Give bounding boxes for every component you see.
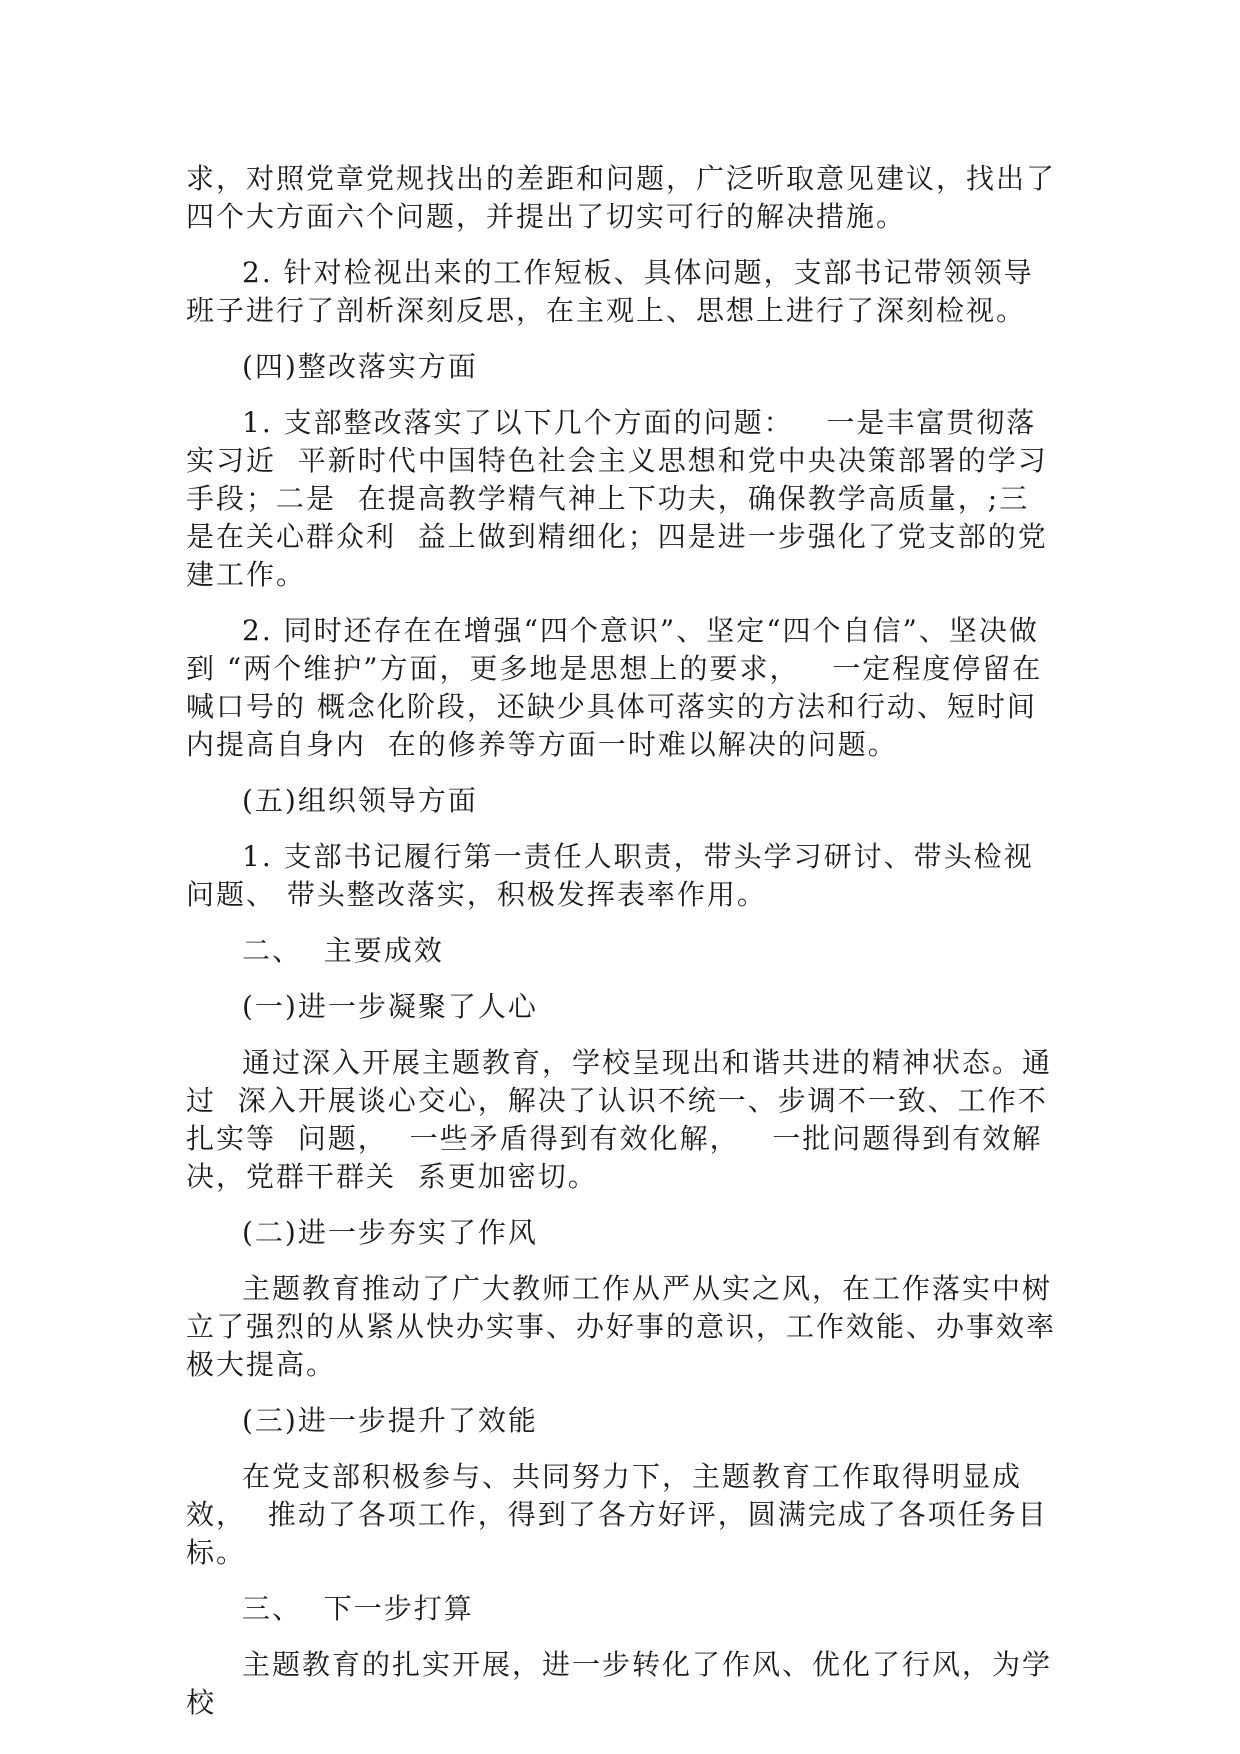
subsection-heading: (二)进一步夯实了作风 (242, 1216, 538, 1249)
document-body (186, 160, 1056, 1740)
section-heading: (五)组织领导方面 (242, 784, 478, 817)
paragraph: 主题教育的扎实开展，进一步转化了作风、优化了行风，为学校 (186, 1648, 1053, 1719)
paragraph: 在党支部积极参与、共同努力下，主题教育工作取得明显成效， 推动了各项工作，得到了各方好评，圆满完成了各项任务目标。 (186, 1460, 1048, 1569)
section-heading: (四)整改落实方面 (242, 350, 478, 383)
subsection-heading: (三)进一步提升了效能 (242, 1404, 538, 1437)
paragraph: 1. 支部整改落实了以下几个方面的问题： 一是丰富贯彻落实习近 平新时代中国特色社会主义思想和党中央决策部署的学习手段；二是 在提高教学精气神上下功夫，确保教学高质量，;三是在关心群众利 益上做到精细化；四是进一步强化了党支部的党建工作。 (186, 406, 1048, 591)
paragraph: 2. 针对检视出来的工作短板、具体问题，支部书记带领领导班子进行了剖析深刻反思，在主观上、思想上进行了深刻检视。 (186, 256, 1034, 327)
paragraph: 2. 同时还存在在增强“四个意识”、坚定“四个自信”、坚决做到 “两个维护”方面，更多地是思想上的要求， 一定程度停留在喊口号的 概念化阶段，还缺少具体可落实的方法和行动、短时间内提高自身内 在的修养等方面一时难以解决的问题。 (186, 614, 1043, 761)
paragraph: 主题教育推动了广大教师工作从严从实之风，在工作落实中树立了强烈的从紧从快办实事、办好事的意识，工作效能、办事效率极大提高。 (186, 1272, 1057, 1381)
paragraph-continued: 求，对照党章党规找出的差距和问题，广泛听取意见建议，找出了四个大方面六个问题，并提出了切实可行的解决措施。 (186, 162, 1057, 233)
section-heading: 三、 下一步打算 (242, 1592, 474, 1625)
paragraph: 1. 支部书记履行第一责任人职责，带头学习研讨、带头检视问题、 带头整改落实，积极发挥表率作用。 (186, 840, 1034, 911)
subsection-heading: (一)进一步凝聚了人心 (242, 990, 538, 1023)
paragraph: 通过深入开展主题教育，学校呈现出和谐共进的精神状态。通过 深入开展谈心交心，解决了认识不统一、步调不一致、工作不扎实等 问题， 一些矛盾得到有效化解， 一批问题得到有效解决，党群干群关 系更加密切。 (186, 1046, 1053, 1193)
section-heading: 二、 主要成效 (242, 934, 444, 967)
